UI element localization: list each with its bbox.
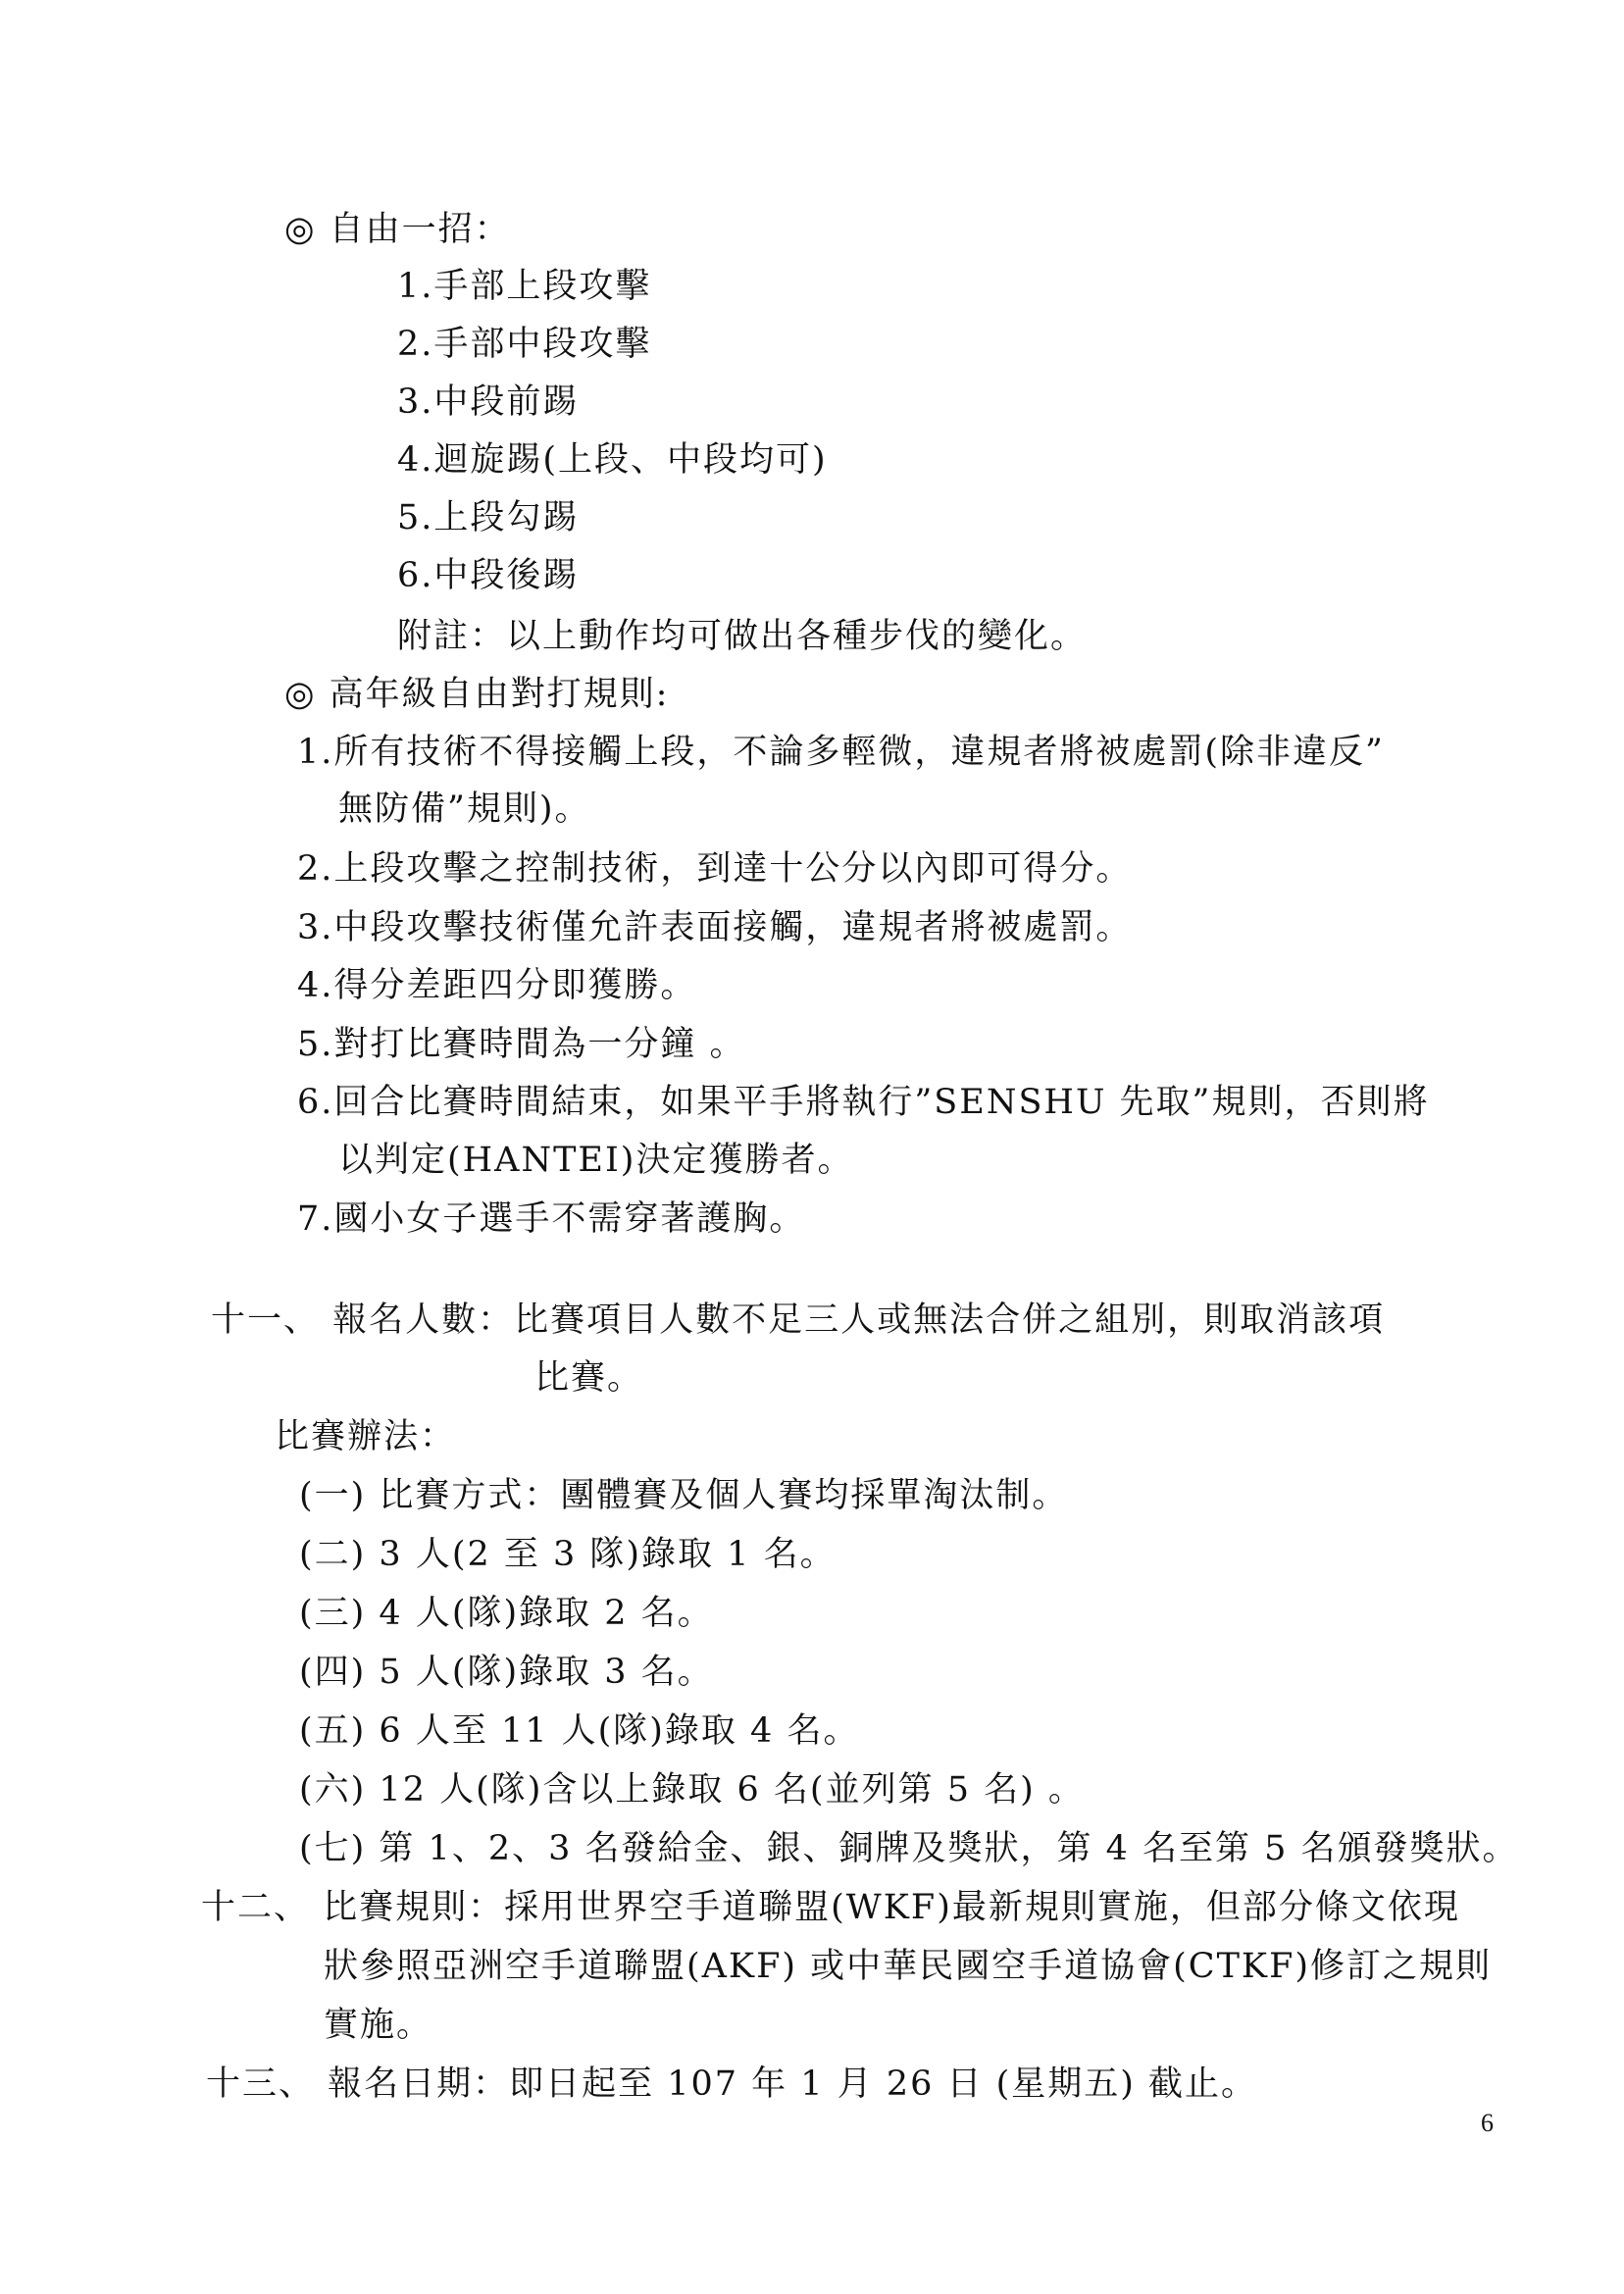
method-heading: 比賽辦法： (275, 1417, 457, 1456)
method-item: (七) 第 1、2、3 名發給金、銀、銅牌及獎狀，第 4 名至第 5 名頒發獎狀。 (299, 1829, 1519, 1868)
rule-line: 無防備”規則)。 (338, 790, 591, 829)
page-number: 6 (1481, 2109, 1494, 2137)
senior-kumite-heading: ◎ 高年級自由對打規則: (284, 675, 670, 714)
free-one-move-heading: ◎ 自由一招： (284, 210, 511, 249)
method-item: (二) 3 人(2 至 3 隊)錄取 1 名。 (299, 1535, 837, 1574)
rule-line: 7.國小女子選手不需穿著護胸。 (297, 1199, 806, 1239)
section-13-line: 十三、 報名日期：即日起至 107 年 1 月 26 日 (星期五) 截止。 (206, 2065, 1258, 2104)
rule-line: 2.上段攻擊之控制技術，到達十公分以內即可得分。 (297, 849, 1133, 889)
rule-line: 5.對打比賽時間為一分鐘 。 (297, 1025, 746, 1064)
list-item: 5.上段勾踢 (397, 498, 580, 537)
section-11-line: 比賽。 (534, 1358, 644, 1398)
rule-line: 1.所有技術不得接觸上段，不論多輕微，違規者將被處罰(除非違反” (297, 733, 1385, 772)
section-12-line: 實施。 (324, 2006, 433, 2045)
list-item: 1.手部上段攻擊 (397, 267, 652, 306)
section-11-line: 十一、 報名人數：比賽項目人數不足三人或無法合併之組別，則取消該項 (211, 1300, 1386, 1340)
method-item: (五) 6 人至 11 人(隊)錄取 4 名。 (299, 1711, 860, 1751)
list-item: 4.迴旋踢(上段、中段均可) (397, 440, 828, 480)
list-item: 6.中段後踢 (397, 556, 580, 595)
method-item: (六) 12 人(隊)含以上錄取 6 名(並列第 5 名) 。 (299, 1770, 1085, 1810)
method-item: (三) 4 人(隊)錄取 2 名。 (299, 1594, 714, 1633)
list-item: 3.中段前踢 (397, 382, 580, 422)
free-one-move-note: 附註：以上動作均可做出各種步伐的變化。 (397, 617, 1088, 656)
rule-line: 4.得分差距四分即獲勝。 (297, 966, 697, 1005)
list-item: 2.手部中段攻擊 (397, 325, 652, 364)
method-item: (一) 比賽方式：團體賽及個人賽均採單淘汰制。 (299, 1476, 1069, 1515)
section-12-line: 十二、 比賽規則：採用世界空手道聯盟(WKF)最新規則實施，但部分條文依現 (201, 1888, 1460, 1927)
section-12-line: 狀參照亞洲空手道聯盟(AKF) 或中華民國空手道協會(CTKF)修訂之規則 (324, 1947, 1493, 1986)
rule-line: 3.中段攻擊技術僅允許表面接觸，違規者將被處罰。 (297, 908, 1133, 947)
rule-line: 6.回合比賽時間結束，如果平手將執行”SENSHU 先取”規則，否則將 (297, 1083, 1430, 1122)
method-item: (四) 5 人(隊)錄取 3 名。 (299, 1653, 714, 1692)
rule-line: 以判定(HANTEI)決定獲勝者。 (338, 1141, 854, 1180)
